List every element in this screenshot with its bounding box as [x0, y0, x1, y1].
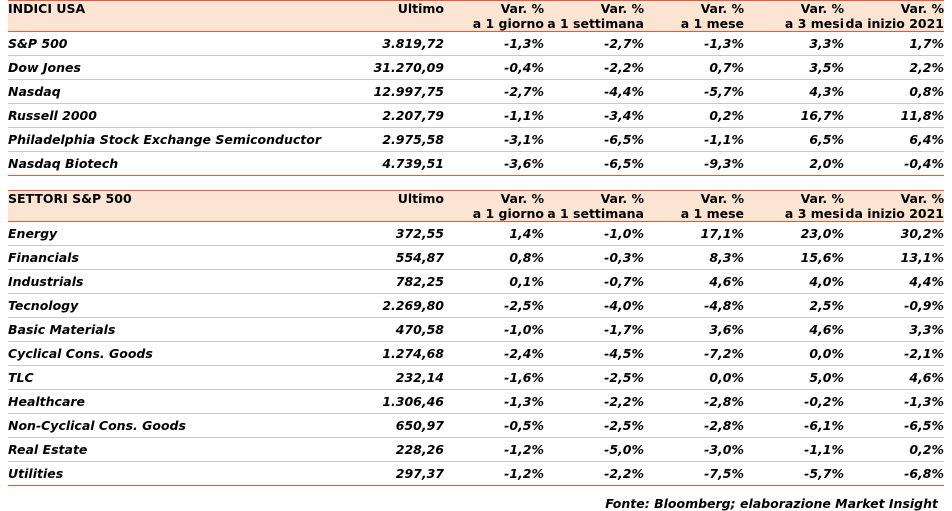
- table-row: [8, 462, 944, 486]
- cell-var-3-mesi: 6,5%: [744, 128, 844, 152]
- indici-usa-table: [8, 0, 944, 176]
- cell-var-3-mesi: 0,0%: [744, 342, 844, 366]
- row-label: Energy: [8, 222, 338, 246]
- cell-var-inizio-2021: -6,8%: [844, 462, 944, 486]
- cell-var-inizio-2021: 11,8%: [844, 104, 944, 128]
- cell-var-3-mesi: 5,0%: [744, 366, 844, 390]
- cell-var-1-settimana: -4,5%: [544, 342, 644, 366]
- cell-var-1-mese: -9,3%: [644, 152, 744, 176]
- cell-var-1-mese: 3,6%: [644, 318, 744, 342]
- cell-var-1-settimana: -6,5%: [544, 152, 644, 176]
- cell-var-1-mese: -5,7%: [644, 80, 744, 104]
- table-title: INDICI USA: [8, 1, 338, 32]
- table-row: [8, 294, 944, 318]
- column-header-line1: Var. %: [500, 1, 544, 16]
- column-header-var-1-giorno: [444, 1, 544, 32]
- cell-var-3-mesi: 4,0%: [744, 270, 844, 294]
- column-header-line1: Var. %: [800, 191, 844, 206]
- row-label: Cyclical Cons. Goods: [8, 342, 338, 366]
- cell-var-1-giorno: 1,4%: [444, 222, 544, 246]
- cell-var-3-mesi: 2,5%: [744, 294, 844, 318]
- cell-ultimo: 2.269,80: [338, 294, 444, 318]
- cell-var-3-mesi: 15,6%: [744, 246, 844, 270]
- cell-var-1-giorno: -1,3%: [444, 32, 544, 56]
- row-label: Nasdaq: [8, 80, 338, 104]
- cell-var-1-settimana: -2,7%: [544, 32, 644, 56]
- row-label: Financials: [8, 246, 338, 270]
- cell-var-1-settimana: -2,2%: [544, 56, 644, 80]
- column-header-var-inizio-2021: [844, 191, 944, 222]
- column-header-line2: a 1 settimana: [547, 16, 644, 31]
- cell-var-3-mesi: 16,7%: [744, 104, 844, 128]
- row-label: Philadelphia Stock Exchange Semiconductor: [8, 128, 338, 152]
- table-row: [8, 342, 944, 366]
- column-header-line2: da inizio 2021: [845, 16, 944, 31]
- table-row: [8, 270, 944, 294]
- cell-var-inizio-2021: -6,5%: [844, 414, 944, 438]
- cell-var-inizio-2021: 13,1%: [844, 246, 944, 270]
- cell-var-inizio-2021: 30,2%: [844, 222, 944, 246]
- cell-var-3-mesi: 4,3%: [744, 80, 844, 104]
- column-header-var-3-mesi: [744, 1, 844, 32]
- cell-var-1-mese: 17,1%: [644, 222, 744, 246]
- cell-var-1-settimana: -2,2%: [544, 390, 644, 414]
- row-label: Dow Jones: [8, 56, 338, 80]
- cell-var-1-settimana: -0,7%: [544, 270, 644, 294]
- cell-var-1-mese: -7,5%: [644, 462, 744, 486]
- cell-var-3-mesi: 3,3%: [744, 32, 844, 56]
- cell-var-1-mese: 0,2%: [644, 104, 744, 128]
- cell-var-1-giorno: -2,7%: [444, 80, 544, 104]
- cell-ultimo: 3.819,72: [338, 32, 444, 56]
- cell-var-3-mesi: -1,1%: [744, 438, 844, 462]
- cell-var-inizio-2021: 1,7%: [844, 32, 944, 56]
- row-label: Russell 2000: [8, 104, 338, 128]
- cell-var-1-mese: -1,3%: [644, 32, 744, 56]
- cell-var-1-giorno: -1,2%: [444, 438, 544, 462]
- cell-var-inizio-2021: 3,3%: [844, 318, 944, 342]
- cell-var-1-mese: 8,3%: [644, 246, 744, 270]
- cell-var-inizio-2021: -0,9%: [844, 294, 944, 318]
- cell-var-3-mesi: -0,2%: [744, 390, 844, 414]
- cell-var-3-mesi: 23,0%: [744, 222, 844, 246]
- cell-var-1-settimana: -1,0%: [544, 222, 644, 246]
- table-row: [8, 56, 944, 80]
- cell-var-1-mese: -2,8%: [644, 414, 744, 438]
- row-label: S&P 500: [8, 32, 338, 56]
- cell-var-3-mesi: -5,7%: [744, 462, 844, 486]
- source-note: Fonte: Bloomberg; elaborazione Market Insight: [605, 496, 938, 511]
- column-header-line2: a 1 settimana: [547, 206, 644, 221]
- cell-ultimo: 31.270,09: [338, 56, 444, 80]
- cell-var-3-mesi: 3,5%: [744, 56, 844, 80]
- table-header-row: [8, 1, 944, 32]
- cell-var-1-settimana: -3,4%: [544, 104, 644, 128]
- cell-var-1-giorno: -1,3%: [444, 390, 544, 414]
- cell-var-1-settimana: -2,5%: [544, 414, 644, 438]
- row-label: Basic Materials: [8, 318, 338, 342]
- cell-var-1-giorno: -0,4%: [444, 56, 544, 80]
- cell-var-1-giorno: -3,1%: [444, 128, 544, 152]
- table-row: [8, 128, 944, 152]
- table-row: [8, 152, 944, 176]
- column-header-line2: da inizio 2021: [845, 206, 944, 221]
- cell-ultimo: 554,87: [338, 246, 444, 270]
- cell-var-1-giorno: -1,2%: [444, 462, 544, 486]
- cell-var-1-giorno: -2,4%: [444, 342, 544, 366]
- cell-ultimo: 2.207,79: [338, 104, 444, 128]
- column-header-line1: Var. %: [900, 1, 944, 16]
- cell-var-1-giorno: -3,6%: [444, 152, 544, 176]
- column-header-var-1-settimana: [544, 1, 644, 32]
- table-row: [8, 104, 944, 128]
- column-header-line1: Var. %: [800, 1, 844, 16]
- table-row: [8, 318, 944, 342]
- cell-var-1-giorno: -2,5%: [444, 294, 544, 318]
- column-header-line2: a 1 mese: [680, 16, 744, 31]
- cell-ultimo: 1.274,68: [338, 342, 444, 366]
- cell-ultimo: 4.739,51: [338, 152, 444, 176]
- cell-var-1-mese: -2,8%: [644, 390, 744, 414]
- table-spacer: [0, 176, 952, 190]
- table-row: [8, 390, 944, 414]
- column-header-line1: Var. %: [900, 191, 944, 206]
- column-header-line1: Var. %: [600, 1, 644, 16]
- column-header-ultimo: Ultimo: [338, 191, 444, 222]
- table-row: [8, 32, 944, 56]
- cell-var-1-settimana: -2,2%: [544, 462, 644, 486]
- cell-var-inizio-2021: -1,3%: [844, 390, 944, 414]
- column-header-line2: a 3 mesi: [784, 206, 844, 221]
- cell-var-1-settimana: -0,3%: [544, 246, 644, 270]
- cell-var-1-giorno: -1,1%: [444, 104, 544, 128]
- table-title: SETTORI S&P 500: [8, 191, 338, 222]
- cell-var-1-settimana: -5,0%: [544, 438, 644, 462]
- column-header-var-inizio-2021: [844, 1, 944, 32]
- column-header-line2: a 3 mesi: [784, 16, 844, 31]
- cell-var-inizio-2021: -2,1%: [844, 342, 944, 366]
- cell-ultimo: 372,55: [338, 222, 444, 246]
- row-label: Nasdaq Biotech: [8, 152, 338, 176]
- cell-ultimo: 232,14: [338, 366, 444, 390]
- row-label: Healthcare: [8, 390, 338, 414]
- cell-var-inizio-2021: 6,4%: [844, 128, 944, 152]
- cell-var-inizio-2021: 4,4%: [844, 270, 944, 294]
- table-header-row: [8, 191, 944, 222]
- cell-var-3-mesi: -6,1%: [744, 414, 844, 438]
- cell-var-1-giorno: 0,8%: [444, 246, 544, 270]
- cell-var-inizio-2021: 4,6%: [844, 366, 944, 390]
- column-header-line1: Var. %: [500, 191, 544, 206]
- cell-var-1-mese: -1,1%: [644, 128, 744, 152]
- cell-var-1-settimana: -2,5%: [544, 366, 644, 390]
- cell-var-1-mese: 0,7%: [644, 56, 744, 80]
- cell-var-1-giorno: -1,0%: [444, 318, 544, 342]
- cell-var-3-mesi: 2,0%: [744, 152, 844, 176]
- table-row: [8, 366, 944, 390]
- cell-ultimo: 2.975,58: [338, 128, 444, 152]
- column-header-line2: a 1 giorno: [472, 206, 544, 221]
- table-row: [8, 80, 944, 104]
- row-label: TLC: [8, 366, 338, 390]
- cell-ultimo: 782,25: [338, 270, 444, 294]
- column-header-var-3-mesi: [744, 191, 844, 222]
- cell-var-1-settimana: -4,0%: [544, 294, 644, 318]
- cell-var-1-mese: -3,0%: [644, 438, 744, 462]
- cell-var-1-mese: 4,6%: [644, 270, 744, 294]
- cell-var-1-giorno: -1,6%: [444, 366, 544, 390]
- column-header-line2: a 1 giorno: [472, 16, 544, 31]
- column-header-line1: Var. %: [700, 191, 744, 206]
- column-header-ultimo: Ultimo: [338, 1, 444, 32]
- table-row: [8, 222, 944, 246]
- cell-var-3-mesi: 4,6%: [744, 318, 844, 342]
- cell-var-1-settimana: -6,5%: [544, 128, 644, 152]
- row-label: Industrials: [8, 270, 338, 294]
- row-label: Real Estate: [8, 438, 338, 462]
- cell-var-1-mese: 0,0%: [644, 366, 744, 390]
- row-label: Tecnology: [8, 294, 338, 318]
- cell-var-inizio-2021: -0,4%: [844, 152, 944, 176]
- column-header-var-1-settimana: [544, 191, 644, 222]
- cell-var-1-giorno: 0,1%: [444, 270, 544, 294]
- cell-var-inizio-2021: 0,8%: [844, 80, 944, 104]
- cell-ultimo: 12.997,75: [338, 80, 444, 104]
- table-row: [8, 414, 944, 438]
- column-header-line1: Var. %: [700, 1, 744, 16]
- cell-var-inizio-2021: 2,2%: [844, 56, 944, 80]
- cell-ultimo: 650,97: [338, 414, 444, 438]
- table-row: [8, 246, 944, 270]
- settori-sp500-table: [8, 190, 944, 486]
- cell-var-1-settimana: -4,4%: [544, 80, 644, 104]
- cell-ultimo: 228,26: [338, 438, 444, 462]
- cell-ultimo: 297,37: [338, 462, 444, 486]
- cell-var-1-mese: -4,8%: [644, 294, 744, 318]
- column-header-var-1-mese: [644, 1, 744, 32]
- cell-var-1-giorno: -0,5%: [444, 414, 544, 438]
- row-label: Utilities: [8, 462, 338, 486]
- cell-var-1-settimana: -1,7%: [544, 318, 644, 342]
- cell-ultimo: 1.306,46: [338, 390, 444, 414]
- column-header-line1: Var. %: [600, 191, 644, 206]
- cell-var-1-mese: -7,2%: [644, 342, 744, 366]
- column-header-var-1-mese: [644, 191, 744, 222]
- row-label: Non-Cyclical Cons. Goods: [8, 414, 338, 438]
- column-header-var-1-giorno: [444, 191, 544, 222]
- cell-ultimo: 470,58: [338, 318, 444, 342]
- column-header-line2: a 1 mese: [680, 206, 744, 221]
- table-row: [8, 438, 944, 462]
- cell-var-inizio-2021: 0,2%: [844, 438, 944, 462]
